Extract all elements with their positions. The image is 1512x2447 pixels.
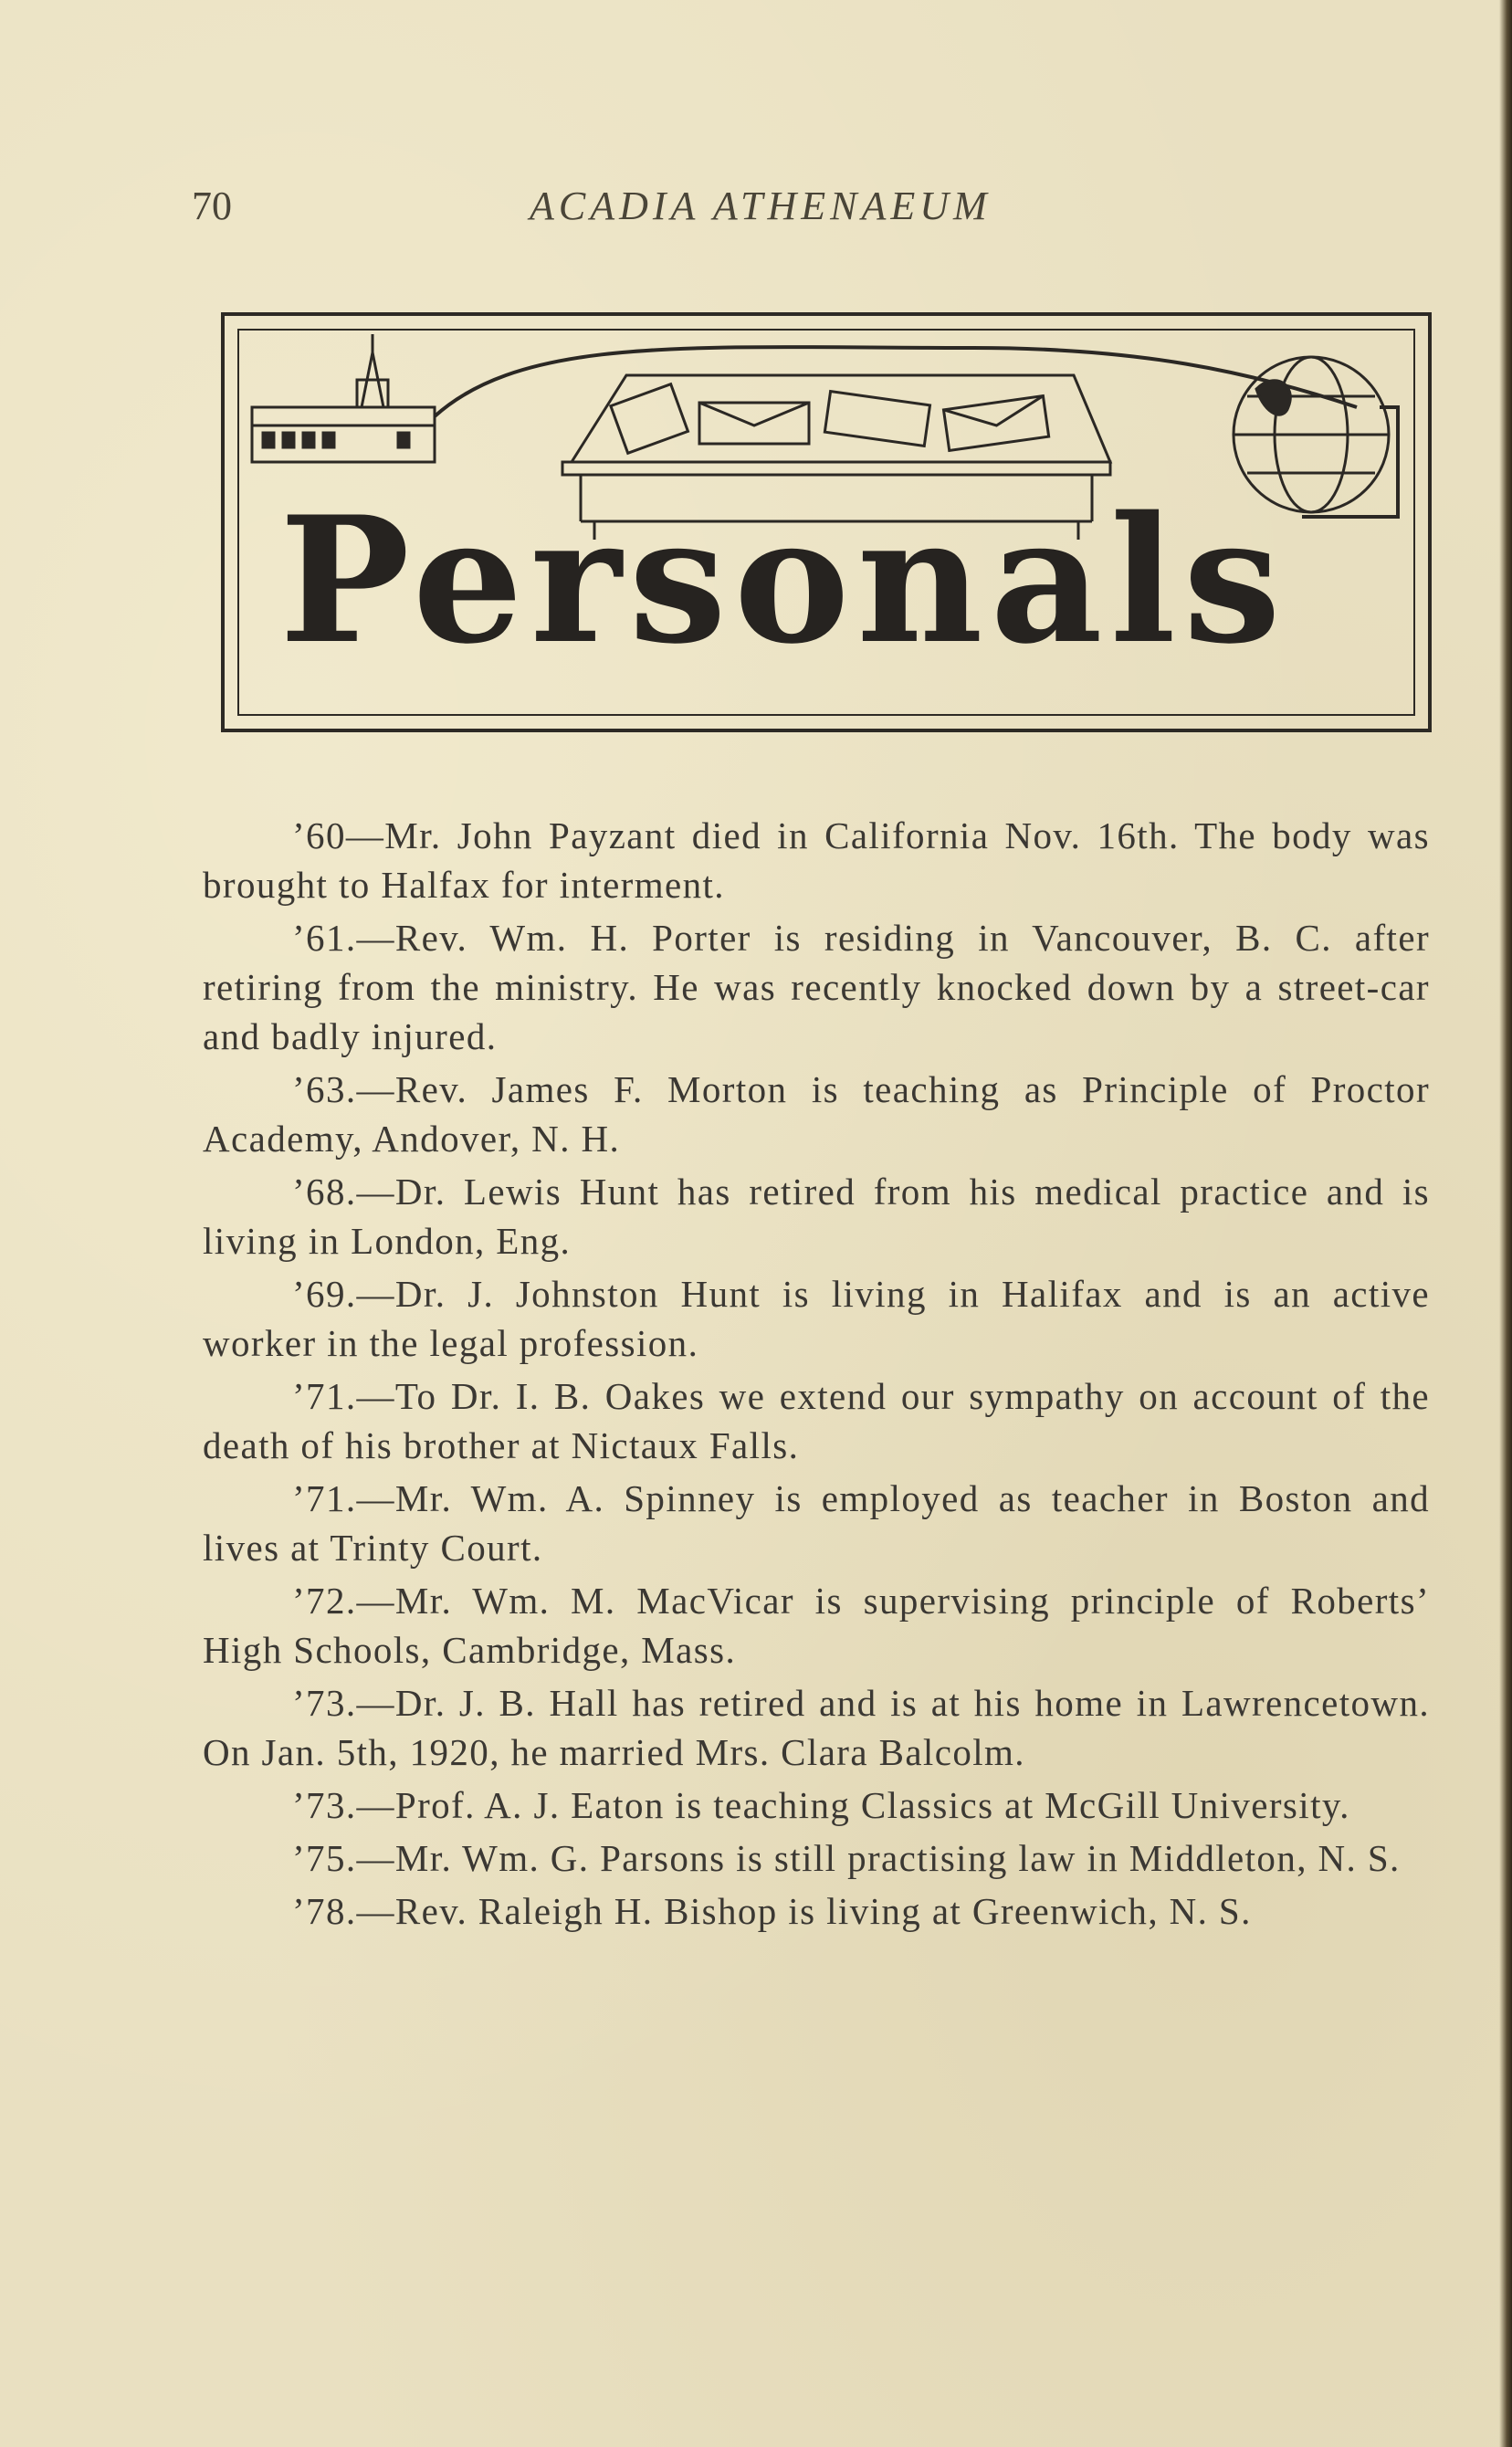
journal-title: ACADIA ATHENAEUM bbox=[530, 184, 992, 228]
entry-1871-spinney: ’71.—Mr. Wm. A. Spinney is employed as teacher in Boston and lives at Trinty Court. bbox=[203, 1477, 1430, 1569]
entry-1873-eaton: ’73.—Prof. A. J. Eaton is teaching Classics at McGill University. bbox=[292, 1784, 1350, 1826]
page-number: 70 bbox=[192, 184, 232, 228]
banner-title: Personals bbox=[279, 478, 1288, 682]
entry-1878-bishop: ’78.—Rev. Raleigh H. Bishop is living at Greenwich, N. S. bbox=[292, 1890, 1252, 1932]
entry-1868-hunt: ’68.—Dr. Lewis Hunt has retired from his medical practice and is living in London, Eng. bbox=[203, 1171, 1430, 1262]
banner-arch-line bbox=[435, 347, 1357, 416]
entry-1872-macvicar: ’72.—Mr. Wm. M. MacVicar is supervising principle of Roberts’ High Schools, Cambridge, Mass. bbox=[203, 1580, 1430, 1671]
personals-entries bbox=[203, 811, 1430, 1939]
entry-1863-morton: ’63.—Rev. James F. Morton is teaching as Principle of Proctor Academy, Andover, N. H. bbox=[203, 1068, 1430, 1160]
entry-1871-oakes: ’71.—To Dr. I. B. Oakes we extend our sympathy on account of the death of his brother at Nictaux Falls. bbox=[203, 1375, 1430, 1466]
entry-1875-parsons: ’75.—Mr. Wm. G. Parsons is still practising law in Middleton, N. S. bbox=[292, 1837, 1401, 1879]
book-spine-shadow bbox=[1499, 0, 1512, 2447]
entry-1869-johnston-hunt: ’69.—Dr. J. Johnston Hunt is living in Halifax and is an active worker in the legal profession. bbox=[203, 1273, 1430, 1364]
entry-1873-hall: ’73.—Dr. J. B. Hall has retired and is at his home in Lawrencetown. On Jan. 5th, 1920, he married Mrs. Clara Balcolm. bbox=[203, 1682, 1430, 1773]
church-building-icon bbox=[252, 334, 435, 462]
entry-1860-payzant: ’60—Mr. John Payzant died in California Nov. 16th. The body was brought to Halfax for interment. bbox=[203, 814, 1430, 906]
running-head bbox=[192, 183, 1105, 237]
personals-banner bbox=[221, 312, 1432, 732]
entry-1861-porter: ’61.—Rev. Wm. H. Porter is residing in Vancouver, B. C. after retiring from the ministry. He was recently knocked down by a street-car and badly injured. bbox=[203, 917, 1430, 1057]
